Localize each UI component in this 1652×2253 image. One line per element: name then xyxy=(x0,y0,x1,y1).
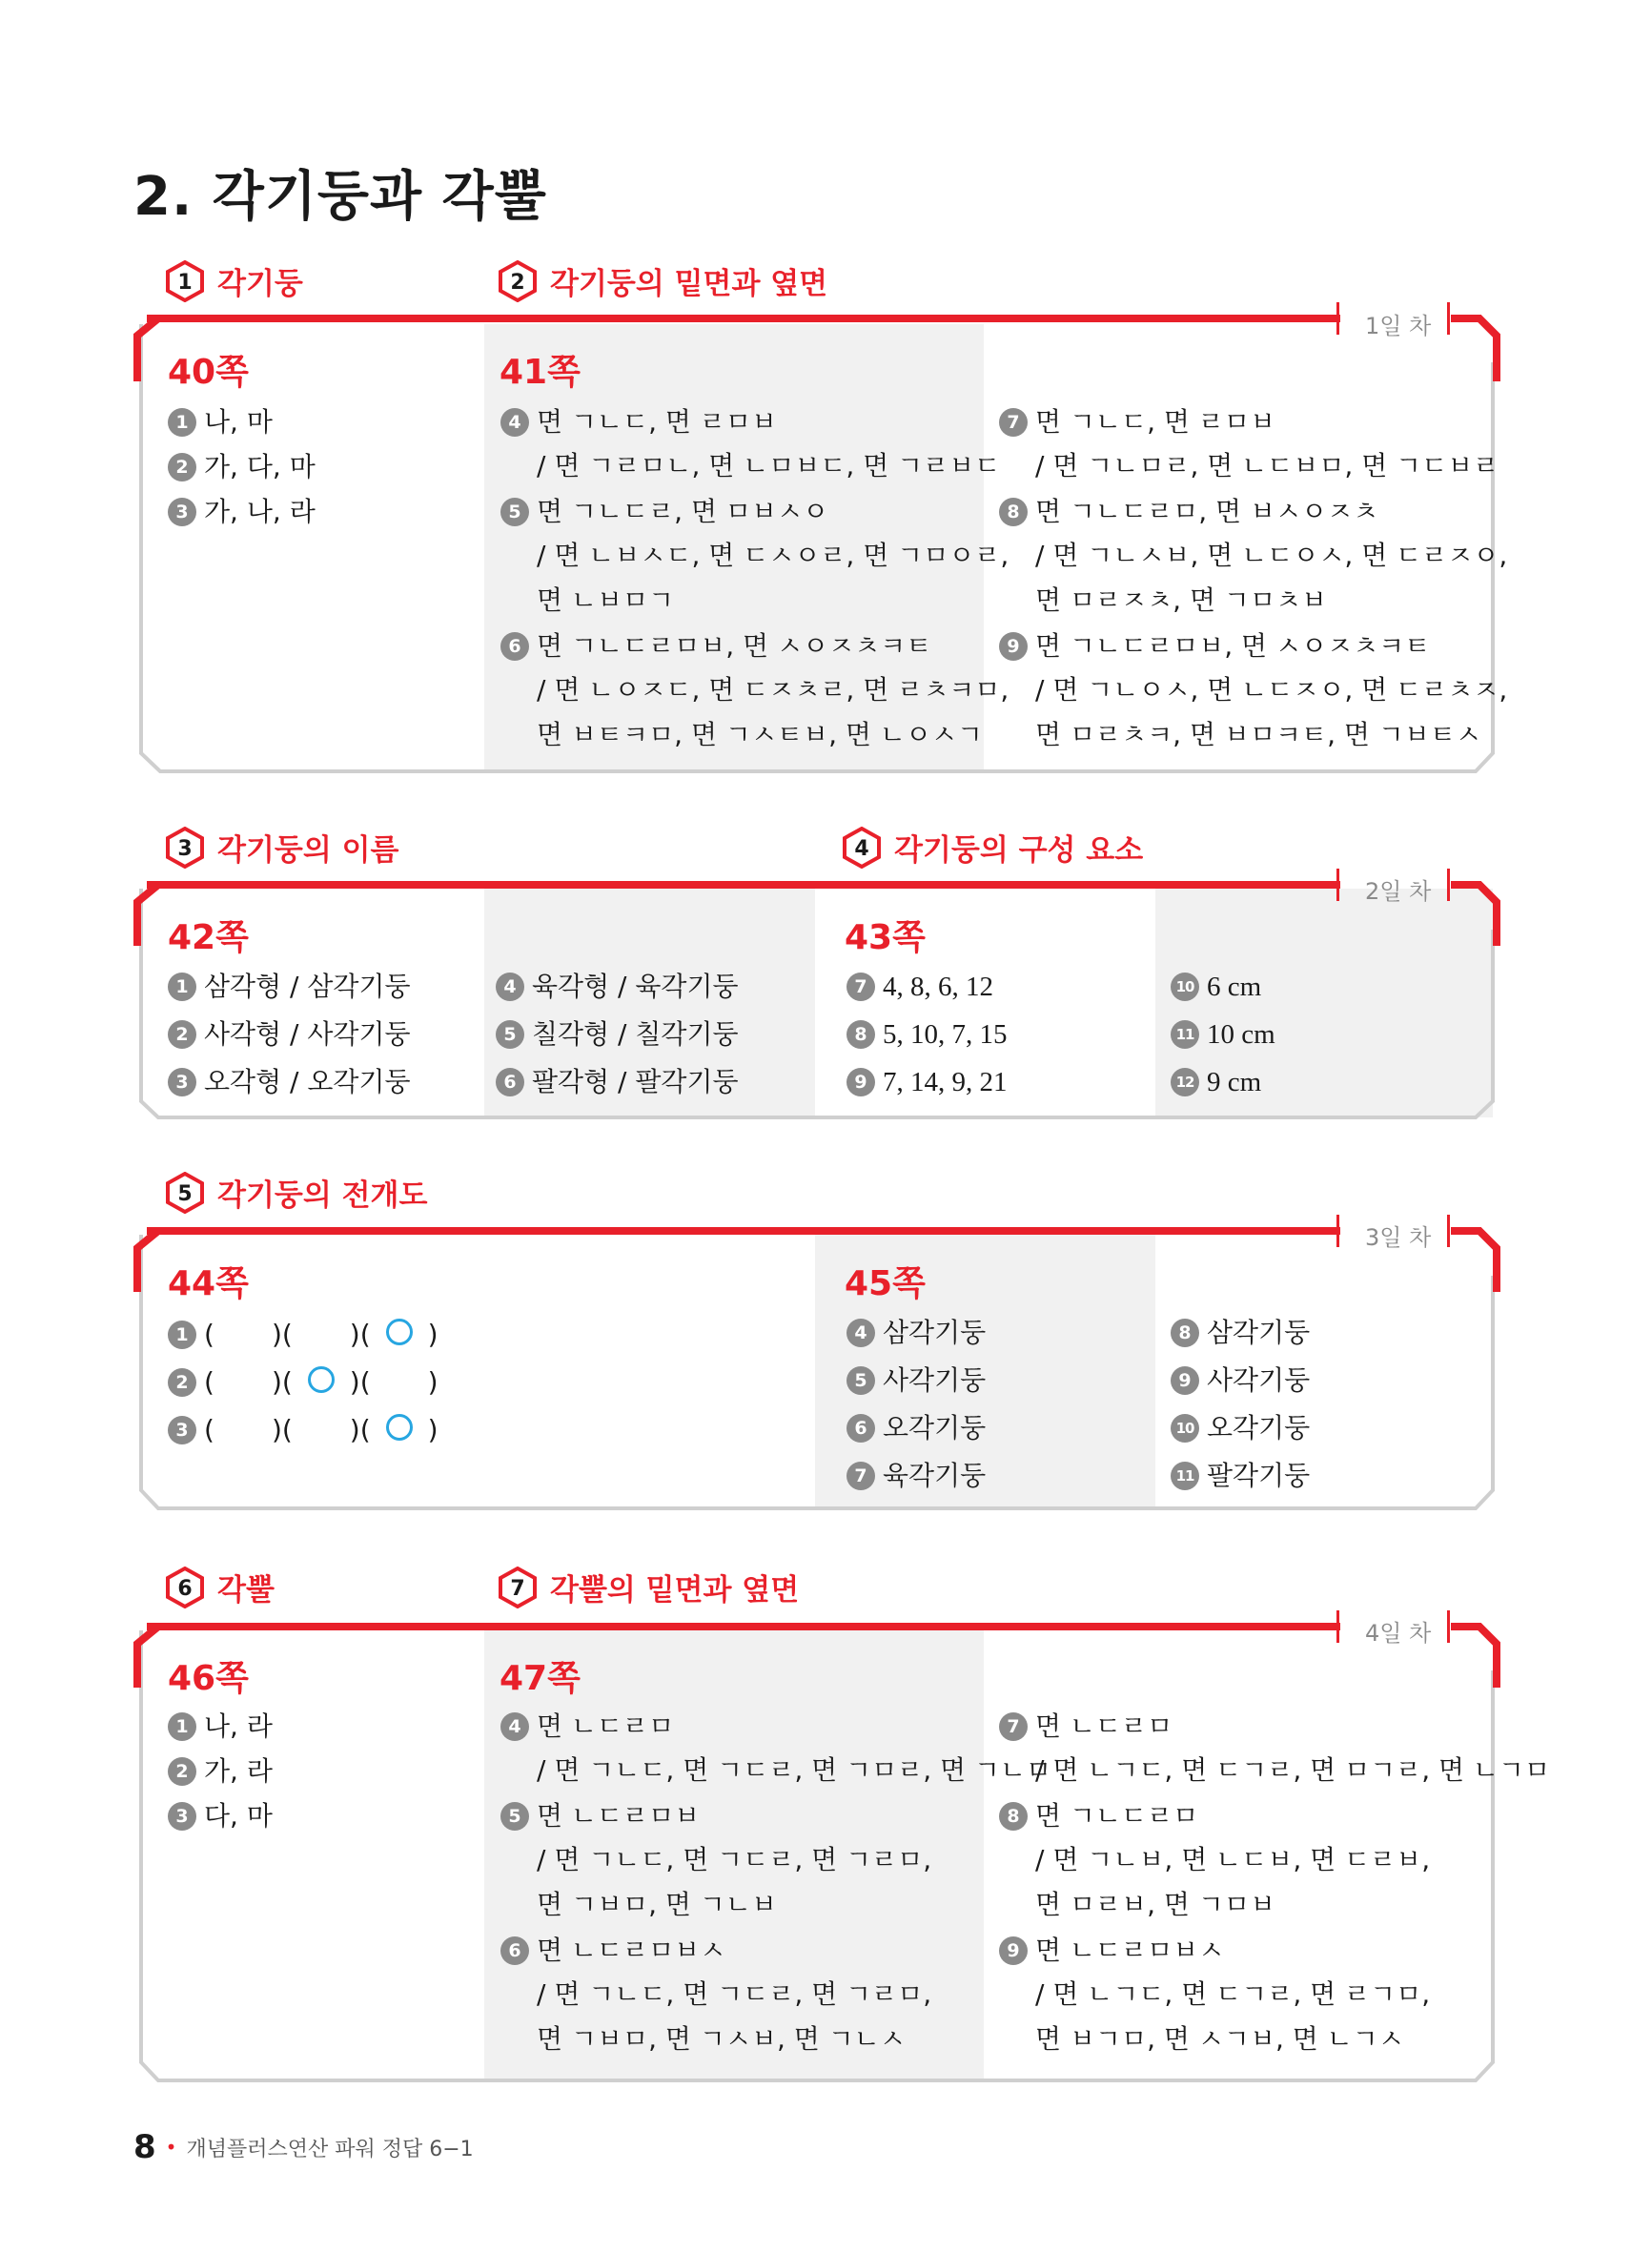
answer-slot xyxy=(371,1414,428,1445)
section-number: 4 xyxy=(854,836,869,861)
answer-text: 팔각형 / 팔각기둥 xyxy=(532,1066,739,1097)
footer-bullet: • xyxy=(165,2136,177,2159)
circle-choice-group xyxy=(204,1366,438,1398)
hexagon-number-icon xyxy=(164,1567,206,1608)
answer-text: 면 ㄴㄷㄹㅁ xyxy=(537,1710,675,1742)
answer-line xyxy=(999,1712,1173,1741)
answer-number-badge: 3 xyxy=(168,1416,196,1444)
section-title: 각기둥의 구성 요소 xyxy=(894,833,1144,868)
answer-text: 9 cm xyxy=(1207,1066,1262,1097)
answer-number-badge: 5 xyxy=(500,498,529,526)
answer-number-badge: 8 xyxy=(846,1020,875,1049)
answer-line xyxy=(999,1802,1198,1831)
answer-continuation: / 면 ㄴㅇㅈㄷ, 면 ㄷㅈㅊㄹ, 면 ㄹㅊㅋㅁ, xyxy=(537,674,1010,706)
answer-number-badge: 7 xyxy=(999,1712,1028,1741)
parenthesis: ) xyxy=(427,1365,438,1398)
answer-number-badge: 11 xyxy=(1171,1020,1199,1049)
answer-line xyxy=(168,1068,411,1096)
answer-number-badge: 5 xyxy=(500,1802,529,1831)
section-heading-7 xyxy=(497,1566,799,1608)
answer-number-badge: 2 xyxy=(168,1020,196,1049)
parenthesis: ) xyxy=(427,1413,438,1445)
answer-text: 다, 마 xyxy=(204,1800,273,1832)
answer-line xyxy=(1171,973,1261,1001)
parenthesis: )( xyxy=(271,1413,293,1445)
answer-text: 면 ㄱㄴㄷㄹ, 면 ㅁㅂㅅㅇ xyxy=(537,496,829,527)
answer-line xyxy=(168,1020,411,1049)
section-title: 각뿔의 밑면과 옆면 xyxy=(550,1573,800,1608)
parenthesis: ( xyxy=(204,1365,214,1398)
answer-text: 면 ㄱㄴㄷㄹㅁㅂ, 면 ㅅㅇㅈㅊㅋㅌ xyxy=(537,630,932,662)
rail-tick xyxy=(1447,302,1450,335)
answer-line xyxy=(168,1366,438,1398)
answer-line xyxy=(846,1319,986,1347)
section-heading-4 xyxy=(841,826,1143,869)
answer-number-badge: 7 xyxy=(999,408,1028,437)
answer-number-badge: 1 xyxy=(168,408,196,437)
section-heading-3 xyxy=(164,826,398,869)
answer-continuation: 면 ㅁㄹㅊㅋ, 면 ㅂㅁㅋㅌ, 면 ㄱㅂㅌㅅ xyxy=(1035,719,1482,750)
answer-number-badge: 8 xyxy=(999,498,1028,526)
answer-text: 삼각형 / 삼각기둥 xyxy=(204,971,411,1002)
answer-line xyxy=(496,1068,739,1096)
page-number: 41쪽 xyxy=(500,353,581,392)
answer-line xyxy=(846,1414,986,1443)
answer-text: 나, 마 xyxy=(204,406,273,438)
parenthesis: )( xyxy=(349,1365,371,1398)
answer-text: 면 ㄱㄴㄷㄹㅁ, 면 ㅂㅅㅇㅈㅊ xyxy=(1035,496,1379,527)
answer-line xyxy=(846,1462,986,1490)
answer-text: 가, 나, 라 xyxy=(204,496,316,527)
answer-number-badge: 1 xyxy=(168,1712,196,1741)
section-title: 각기둥의 밑면과 옆면 xyxy=(550,267,828,301)
page-number: 47쪽 xyxy=(500,1659,581,1698)
answer-line xyxy=(500,1712,674,1741)
answer-number-badge: 7 xyxy=(846,973,875,1001)
answer-line xyxy=(999,632,1430,661)
answer-text: 면 ㄴㄷㄹㅁㅂㅅ xyxy=(1035,1935,1225,1966)
answer-text: 7, 14, 9, 21 xyxy=(883,1066,1008,1097)
answer-line xyxy=(168,498,316,526)
page-title: 2. 각기둥과 각뿔 xyxy=(133,166,547,228)
answer-text: 면 ㄴㄷㄹㅁㅂ xyxy=(537,1800,701,1832)
circle-choice-group xyxy=(204,1414,438,1445)
circle-choice-group xyxy=(204,1319,438,1350)
answer-text: 6 cm xyxy=(1207,971,1262,1002)
answer-line xyxy=(168,973,411,1001)
answer-number-badge: 11 xyxy=(1171,1462,1199,1490)
day-label: 3일 차 xyxy=(1365,1224,1432,1251)
answer-line xyxy=(168,408,273,437)
answer-number-badge: 1 xyxy=(168,1321,196,1349)
answer-continuation: 면 ㄴㅂㅁㄱ xyxy=(537,584,675,616)
answer-slot xyxy=(371,1319,428,1350)
answer-continuation: 면 ㅂㄱㅁ, 면 ㅅㄱㅂ, 면 ㄴㄱㅅ xyxy=(1035,2023,1404,2055)
answer-continuation: / 면 ㄱㄴㄷ, 면 ㄱㄷㄹ, 면 ㄱㄹㅁ, xyxy=(537,1844,932,1875)
answer-line xyxy=(999,498,1378,526)
page-number: 40쪽 xyxy=(168,353,249,392)
section-number: 1 xyxy=(177,270,193,295)
section-number: 3 xyxy=(177,836,193,861)
answer-continuation: / 면 ㄱㄴㅂ, 면 ㄴㄷㅂ, 면 ㄷㄹㅂ, xyxy=(1035,1844,1431,1875)
section-number: 6 xyxy=(177,1576,193,1601)
day-rail xyxy=(147,881,1340,889)
answer-line xyxy=(496,973,739,1001)
hexagon-number-icon xyxy=(497,1567,539,1608)
section-title: 각기둥 xyxy=(217,267,303,301)
answer-continuation: / 면 ㄱㄹㅁㄴ, 면 ㄴㅁㅂㄷ, 면 ㄱㄹㅂㄷ xyxy=(537,450,1001,481)
answer-line xyxy=(846,1366,986,1395)
answer-text: 면 ㄱㄴㄷ, 면 ㄹㅁㅂ xyxy=(537,406,777,438)
answer-text: 나, 라 xyxy=(204,1710,273,1742)
parenthesis: )( xyxy=(271,1365,293,1398)
answer-line xyxy=(500,408,777,437)
circle-mark-icon xyxy=(386,1319,413,1345)
answer-line xyxy=(168,453,316,481)
answer-slot xyxy=(293,1366,350,1398)
answer-text: 사각기둥 xyxy=(883,1364,987,1396)
page-number: 46쪽 xyxy=(168,1659,249,1698)
page-number: 43쪽 xyxy=(845,918,926,957)
answer-text: 육각기둥 xyxy=(883,1460,987,1491)
answer-continuation: 면 ㅁㄹㅈㅊ, 면 ㄱㅁㅊㅂ xyxy=(1035,584,1328,616)
answer-number-badge: 12 xyxy=(1171,1068,1199,1096)
answer-number-badge: 9 xyxy=(999,1936,1028,1965)
section-number: 5 xyxy=(177,1181,193,1206)
page-footer xyxy=(133,2128,474,2166)
hexagon-number-icon xyxy=(164,260,206,302)
answer-number-badge: 1 xyxy=(168,973,196,1001)
answer-text: 면 ㄴㄷㄹㅁㅂㅅ xyxy=(537,1935,726,1966)
answer-line xyxy=(999,408,1275,437)
parenthesis: ) xyxy=(427,1318,438,1350)
answer-number-badge: 5 xyxy=(496,1020,524,1049)
parenthesis: )( xyxy=(349,1318,371,1350)
section-heading-5 xyxy=(164,1171,427,1214)
answer-line xyxy=(496,1020,739,1049)
footer-book-title: 개념플러스연산 파워 정답 6−1 xyxy=(186,2137,474,2161)
answer-number-badge: 6 xyxy=(496,1068,524,1096)
answer-continuation: / 면 ㄱㄴㅁㄹ, 면 ㄴㄷㅂㅁ, 면 ㄱㄷㅂㄹ xyxy=(1035,450,1499,481)
answer-line xyxy=(1171,1366,1310,1395)
answer-text: 사각기둥 xyxy=(1207,1364,1311,1396)
answer-continuation: / 면 ㄱㄴㅅㅂ, 면 ㄴㄷㅇㅅ, 면 ㄷㄹㅈㅇ, xyxy=(1035,540,1508,571)
rail-tick xyxy=(1336,869,1339,901)
answer-line xyxy=(168,1757,273,1786)
day-label: 1일 차 xyxy=(1365,313,1432,339)
answer-number-badge: 4 xyxy=(500,408,529,437)
answer-text: 삼각기둥 xyxy=(1207,1317,1311,1348)
section-title: 각기둥의 전개도 xyxy=(217,1178,428,1213)
answer-number-badge: 10 xyxy=(1171,973,1199,1001)
answer-number-badge: 4 xyxy=(496,973,524,1001)
answer-number-badge: 3 xyxy=(168,498,196,526)
answer-text: 면 ㄴㄷㄹㅁ xyxy=(1035,1710,1173,1742)
section-heading-6 xyxy=(164,1566,275,1608)
page-number: 45쪽 xyxy=(845,1264,926,1303)
answer-text: 오각기둥 xyxy=(883,1412,987,1444)
answer-line xyxy=(1171,1068,1261,1096)
answer-number-badge: 2 xyxy=(168,1757,196,1786)
answer-text: 칠각형 / 칠각기둥 xyxy=(532,1018,739,1050)
parenthesis: )( xyxy=(349,1413,371,1445)
rail-tick xyxy=(1336,1215,1339,1247)
footer-page-number: 8 xyxy=(133,2128,156,2166)
answer-text: 5, 10, 7, 15 xyxy=(883,1018,1008,1050)
answer-line xyxy=(999,1936,1224,1965)
answer-number-badge: 4 xyxy=(846,1319,875,1347)
answer-line xyxy=(500,1802,700,1831)
hexagon-number-icon xyxy=(164,827,206,869)
answer-continuation: 면 ㄱㅂㅁ, 면 ㄱㄴㅂ xyxy=(537,1889,777,1920)
answer-line xyxy=(168,1414,438,1445)
answer-number-badge: 6 xyxy=(500,632,529,661)
answer-continuation: / 면 ㄴㅂㅅㄷ, 면 ㄷㅅㅇㄹ, 면 ㄱㅁㅇㄹ, xyxy=(537,540,1010,571)
answer-number-badge: 4 xyxy=(500,1712,529,1741)
page-number: 44쪽 xyxy=(168,1264,249,1303)
rail-tick xyxy=(1336,1610,1339,1643)
answer-text: 면 ㄱㄴㄷㄹㅁㅂ, 면 ㅅㅇㅈㅊㅋㅌ xyxy=(1035,630,1431,662)
answer-line xyxy=(1171,1020,1275,1049)
answer-number-badge: 2 xyxy=(168,1368,196,1397)
answer-number-badge: 10 xyxy=(1171,1414,1199,1443)
answer-continuation: / 면 ㄱㄴㅇㅅ, 면 ㄴㄷㅈㅇ, 면 ㄷㄹㅊㅈ, xyxy=(1035,674,1508,706)
circle-mark-icon xyxy=(386,1414,413,1441)
answer-text: 사각형 / 사각기둥 xyxy=(204,1018,411,1050)
answer-text: 육각형 / 육각기둥 xyxy=(532,971,739,1002)
answer-text: 면 ㄱㄴㄷ, 면 ㄹㅁㅂ xyxy=(1035,406,1275,438)
answer-text: 오각형 / 오각기둥 xyxy=(204,1066,411,1097)
answer-number-badge: 5 xyxy=(846,1366,875,1395)
hexagon-number-icon xyxy=(497,260,539,302)
day-label: 2일 차 xyxy=(1365,878,1432,905)
answer-text: 가, 라 xyxy=(204,1755,273,1787)
answer-text: 4, 8, 6, 12 xyxy=(883,971,993,1002)
answer-number-badge: 9 xyxy=(999,632,1028,661)
answer-number-badge: 3 xyxy=(168,1068,196,1096)
answer-line xyxy=(846,1068,1008,1096)
day-rail xyxy=(147,1227,1340,1235)
answer-number-badge: 9 xyxy=(846,1068,875,1096)
section-title: 각뿔 xyxy=(217,1573,275,1608)
answer-number-badge: 6 xyxy=(846,1414,875,1443)
day-rail xyxy=(147,315,1340,322)
answer-line xyxy=(500,1936,725,1965)
section-number: 2 xyxy=(510,270,525,295)
rail-tick xyxy=(1447,1610,1450,1643)
answer-number-badge: 9 xyxy=(1171,1366,1199,1395)
answer-continuation: 면 ㄱㅂㅁ, 면 ㄱㅅㅂ, 면 ㄱㄴㅅ xyxy=(537,2023,906,2055)
answer-number-badge: 3 xyxy=(168,1802,196,1831)
answer-number-badge: 8 xyxy=(999,1802,1028,1831)
answer-line xyxy=(1171,1319,1310,1347)
answer-text: 10 cm xyxy=(1207,1018,1275,1050)
answer-continuation: / 면 ㄱㄴㄷ, 면 ㄱㄷㄹ, 면 ㄱㅁㄹ, 면 ㄱㄴㅁ xyxy=(537,1754,1052,1786)
answer-continuation: 면 ㅁㄹㅂ, 면 ㄱㅁㅂ xyxy=(1035,1889,1275,1920)
section-number: 7 xyxy=(510,1576,525,1601)
answer-continuation: / 면 ㄴㄱㄷ, 면 ㄷㄱㄹ, 면 ㄹㄱㅁ, xyxy=(1035,1978,1431,2010)
answer-continuation: / 면 ㄱㄴㄷ, 면 ㄱㄷㄹ, 면 ㄱㄹㅁ, xyxy=(537,1978,932,2010)
answer-number-badge: 2 xyxy=(168,453,196,481)
rail-tick xyxy=(1447,1215,1450,1247)
rail-tick xyxy=(1336,302,1339,335)
answer-number-badge: 7 xyxy=(846,1462,875,1490)
answer-text: 팔각기둥 xyxy=(1207,1460,1311,1491)
parenthesis: )( xyxy=(271,1318,293,1350)
answer-text: 오각기둥 xyxy=(1207,1412,1311,1444)
answer-line xyxy=(500,632,931,661)
hexagon-number-icon xyxy=(841,827,883,869)
page-number: 42쪽 xyxy=(168,918,249,957)
answer-text: 면 ㄱㄴㄷㄹㅁ xyxy=(1035,1800,1199,1832)
answer-number-badge: 8 xyxy=(1171,1319,1199,1347)
section-title: 각기둥의 이름 xyxy=(217,833,399,868)
parenthesis: ( xyxy=(204,1413,214,1445)
answer-line xyxy=(168,1712,273,1741)
answer-continuation: 면 ㅂㅌㅋㅁ, 면 ㄱㅅㅌㅂ, 면 ㄴㅇㅅㄱ xyxy=(537,719,984,750)
answer-continuation: / 면 ㄴㄱㄷ, 면 ㄷㄱㄹ, 면 ㅁㄱㄹ, 면 ㄴㄱㅁ xyxy=(1035,1754,1551,1786)
answer-line xyxy=(168,1802,273,1831)
hexagon-number-icon xyxy=(164,1172,206,1214)
answer-line xyxy=(1171,1462,1310,1490)
answer-line xyxy=(1171,1414,1310,1443)
answer-line xyxy=(846,1020,1008,1049)
circle-mark-icon xyxy=(308,1366,335,1393)
parenthesis: ( xyxy=(204,1318,214,1350)
answer-text: 삼각기둥 xyxy=(883,1317,987,1348)
answer-number-badge: 6 xyxy=(500,1936,529,1965)
rail-tick xyxy=(1447,869,1450,901)
day-label: 4일 차 xyxy=(1365,1620,1432,1647)
answer-line xyxy=(500,498,828,526)
answer-text: 가, 다, 마 xyxy=(204,451,316,482)
section-heading-2 xyxy=(497,259,827,302)
answer-line xyxy=(846,973,993,1001)
answer-line xyxy=(168,1319,438,1350)
day-rail xyxy=(147,1623,1340,1630)
section-heading-1 xyxy=(164,259,303,302)
